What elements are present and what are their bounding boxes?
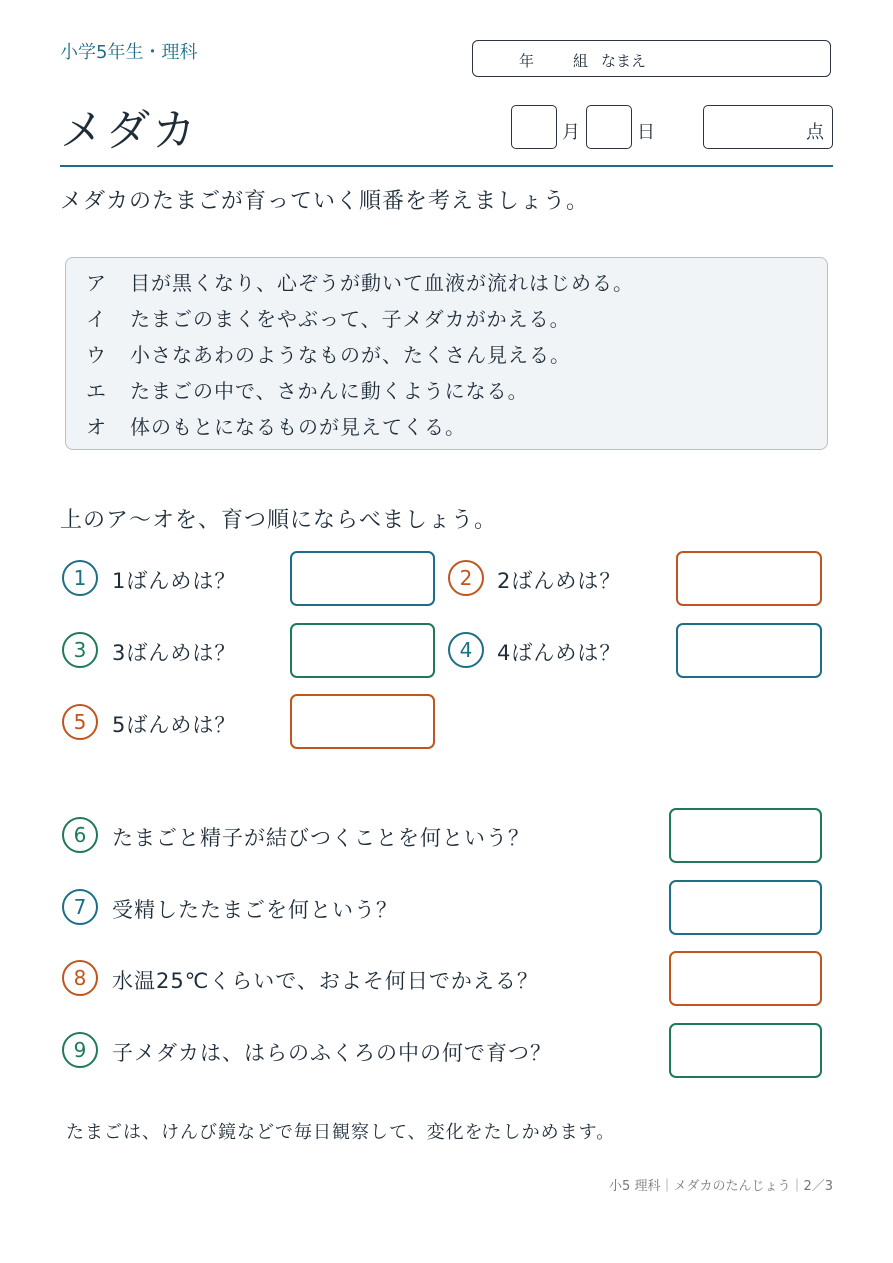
question-6-text: たまごと精子が結びつくことを何という？ xyxy=(112,826,530,850)
question-number-8: 8 xyxy=(62,960,98,996)
question-number-5: 5 xyxy=(62,704,98,740)
question-4-text: 4ばんめは？ xyxy=(497,641,622,665)
section2-instruction: 上のア〜オを、育つ順にならべましょう。 xyxy=(60,508,498,533)
question-9-text: 子メダカは、はらのふくろの中の何で育つ？ xyxy=(112,1041,552,1065)
step-key: オ xyxy=(86,415,107,439)
name-label: なまえ xyxy=(601,52,647,70)
step-text: 目が黒くなり、心ぞうが動いて血液が流れはじめる。 xyxy=(130,271,634,295)
question-3-text: 3ばんめは？ xyxy=(112,641,237,665)
steps-box xyxy=(65,257,828,450)
section1-instruction: メダカのたまごが育っていく順番を考えましょう。 xyxy=(60,189,590,214)
question-5-text: 5ばんめは？ xyxy=(112,713,237,737)
step-key: ウ xyxy=(86,343,107,367)
answer-box-2[interactable] xyxy=(676,551,822,606)
answer-box-3[interactable] xyxy=(290,623,435,678)
question-number-9: 9 xyxy=(62,1032,98,1068)
name-field[interactable] xyxy=(472,40,831,77)
question-number-3: 3 xyxy=(62,632,98,668)
name-class-label: 組 xyxy=(573,52,589,70)
step-text: 小さなあわのようなものが、たくさん見える。 xyxy=(130,343,571,367)
day-field[interactable] xyxy=(586,105,632,149)
question-2-text: 2ばんめは？ xyxy=(497,569,622,593)
question-1-text: 1ばんめは？ xyxy=(112,569,237,593)
question-number-7: 7 xyxy=(62,889,98,925)
score-label: 点 xyxy=(806,122,824,143)
note-text: たまごは、けんび鏡などで毎日観察して、変化をたしかめます。 xyxy=(66,1122,616,1143)
answer-box-7[interactable] xyxy=(669,880,822,935)
day-label: 日 xyxy=(637,122,655,143)
answer-box-8[interactable] xyxy=(669,951,822,1006)
question-8-text: 水温25℃くらいで、およそ何日でかえる？ xyxy=(112,969,539,993)
answer-box-5[interactable] xyxy=(290,694,435,749)
answer-box-4[interactable] xyxy=(676,623,822,678)
step-key: ア xyxy=(86,271,107,295)
question-number-6: 6 xyxy=(62,817,98,853)
step-text: たまごの中で、さかんに動くようになる。 xyxy=(130,379,529,403)
page-footer: 小5 理科｜メダカのたんじょう｜2／3 xyxy=(609,1179,833,1194)
month-field[interactable] xyxy=(511,105,557,149)
step-text: 体のもとになるものが見えてくる。 xyxy=(130,415,466,439)
grade-label: 小学5年生・理科 xyxy=(60,42,198,63)
score-field[interactable] xyxy=(703,105,833,149)
question-number-2: 2 xyxy=(448,560,484,596)
step-key: エ xyxy=(86,379,107,403)
header-divider xyxy=(60,165,833,167)
month-label: 月 xyxy=(562,122,580,143)
question-number-4: 4 xyxy=(448,632,484,668)
answer-box-1[interactable] xyxy=(290,551,435,606)
question-7-text: 受精したたまごを何という？ xyxy=(112,898,398,922)
question-number-1: 1 xyxy=(62,560,98,596)
page-title: メダカ xyxy=(60,105,198,156)
step-text: たまごのまくをやぶって、子メダカがかえる。 xyxy=(130,307,571,331)
answer-box-6[interactable] xyxy=(669,808,822,863)
answer-box-9[interactable] xyxy=(669,1023,822,1078)
step-key: イ xyxy=(86,307,107,331)
name-year-label: 年 xyxy=(519,52,535,70)
